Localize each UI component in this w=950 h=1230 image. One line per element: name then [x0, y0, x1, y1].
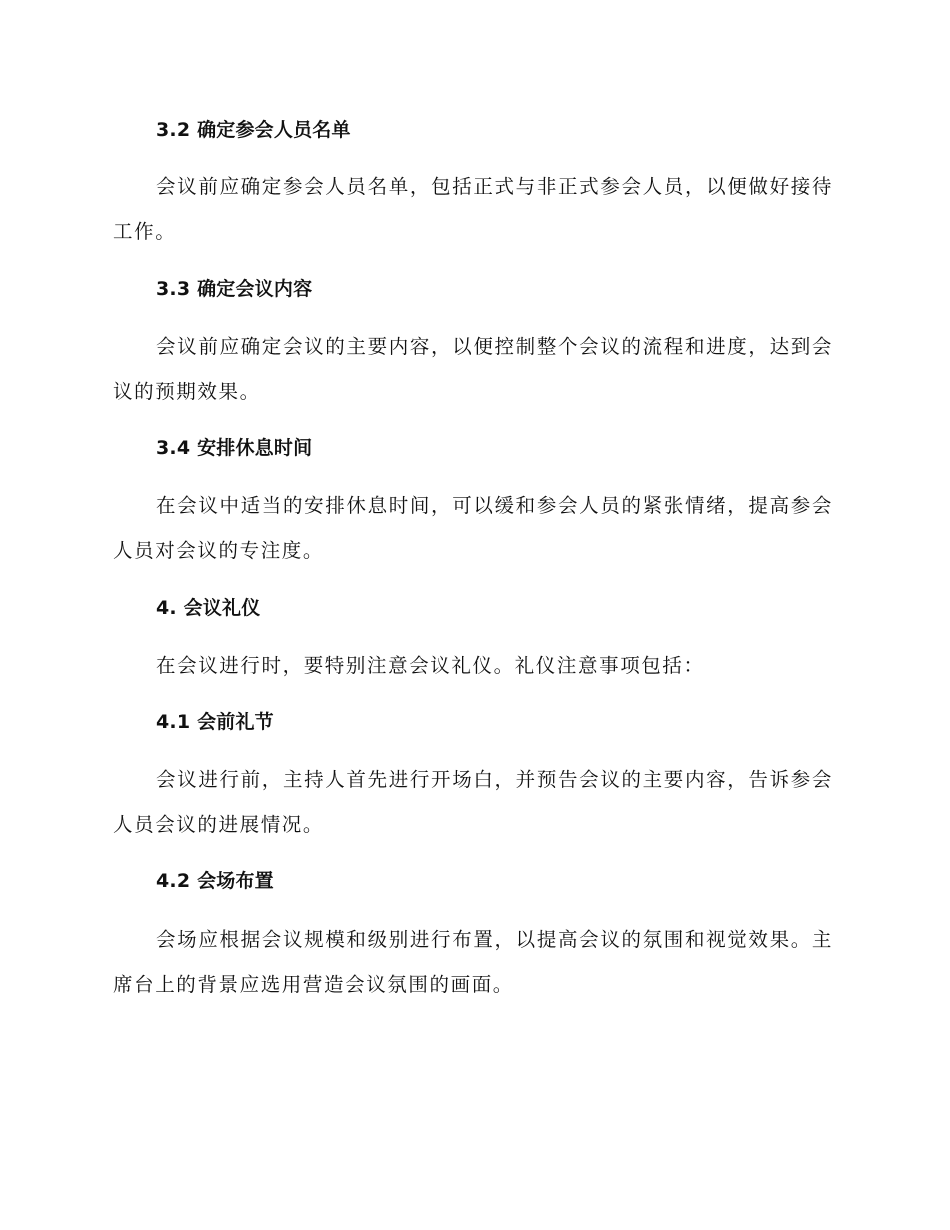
- section-paragraph-4-2: 会场应根据会议规模和级别进行布置，以提高会议的氛围和视觉效果。主席台上的背景应选用营造会议氛围的画面。: [113, 928, 833, 996]
- section-heading-4-2: 4.2 会场布置: [156, 870, 274, 892]
- section-heading-3-3: 3.3 确定会议内容: [156, 278, 313, 300]
- section-paragraph-3-2: 会议前应确定参会人员名单，包括正式与非正式参会人员，以便做好接待工作。: [113, 175, 833, 243]
- section-paragraph-3-4: 在会议中适当的安排休息时间，可以缓和参会人员的紧张情绪，提高参会人员对会议的专注度。: [113, 494, 833, 562]
- section-heading-4: 4. 会议礼仪: [156, 597, 261, 619]
- section-heading-3-2: 3.2 确定参会人员名单: [156, 119, 351, 141]
- section-paragraph-4: 在会议进行时，要特别注意会议礼仪。礼仪注意事项包括：: [156, 654, 705, 677]
- section-paragraph-4-1: 会议进行前，主持人首先进行开场白，并预告会议的主要内容，告诉参会人员会议的进展情况。: [113, 768, 833, 836]
- section-paragraph-3-3: 会议前应确定会议的主要内容，以便控制整个会议的流程和进度，达到会议的预期效果。: [113, 335, 833, 403]
- section-heading-4-1: 4.1 会前礼节: [156, 711, 274, 733]
- section-heading-3-4: 3.4 安排休息时间: [156, 437, 313, 459]
